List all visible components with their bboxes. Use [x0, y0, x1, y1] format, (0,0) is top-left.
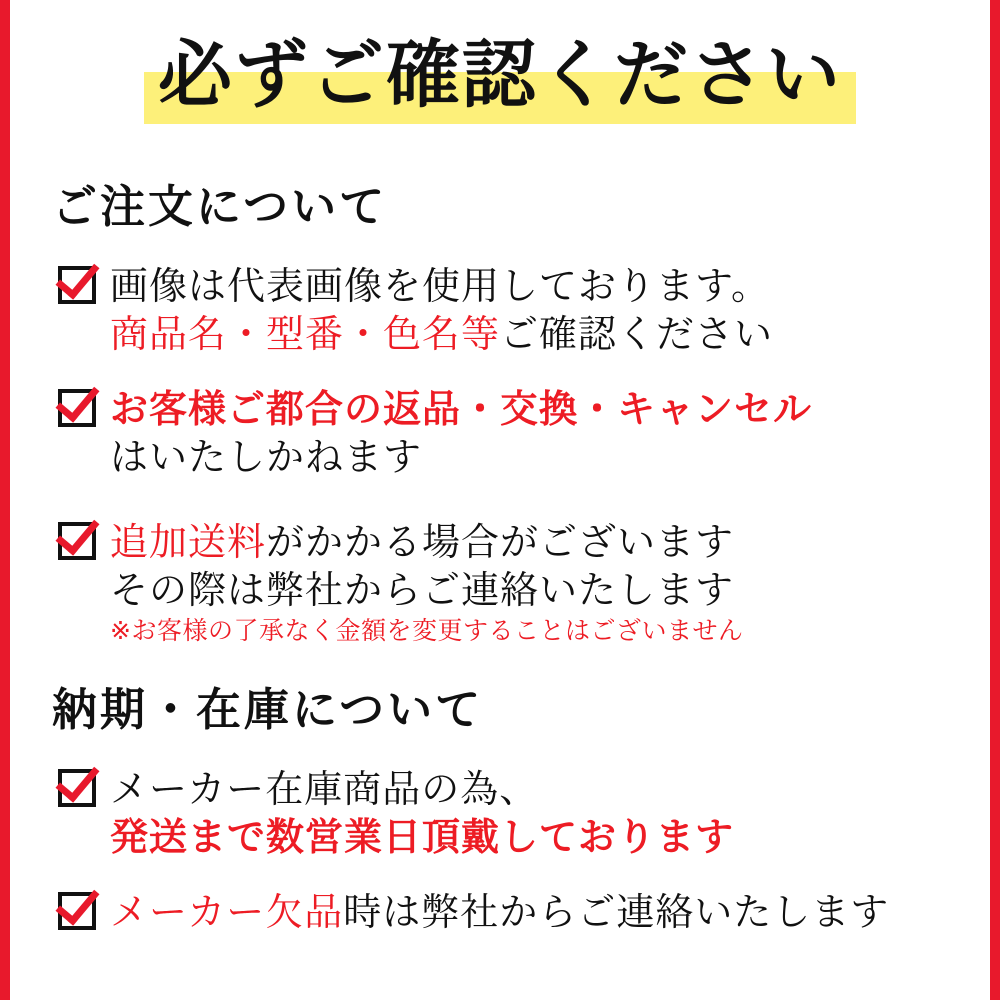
emphasis-text: 追加送料: [110, 520, 267, 564]
list-item: [58, 765, 968, 862]
checkbox-checked-icon: [58, 389, 96, 427]
notice-content: [10, 0, 990, 1000]
list-item-line: メーカー在庫商品の為、: [110, 767, 539, 811]
list-item-text: [110, 385, 968, 482]
list-item: [58, 385, 968, 482]
checkbox-checked-icon: [58, 769, 96, 807]
emphasis-text: メーカー欠品: [110, 890, 344, 934]
list-item-line-suffix: ご確認ください: [500, 312, 774, 357]
list-item-line: [110, 518, 968, 566]
section-heading-order: ご注文について: [52, 180, 388, 233]
list-item-text: [110, 518, 968, 647]
page-title-area: [10, 34, 990, 120]
list-item-line: 画像は代表画像を使用しております。: [110, 264, 770, 308]
list-item-note: ※お客様の了承なく金額を変更することはございません: [110, 615, 744, 645]
list-item: [58, 888, 968, 936]
section-heading-delivery: 納期・在庫について: [52, 683, 484, 736]
list-item-text: [110, 888, 968, 936]
page-title: [144, 34, 856, 120]
list-item-line-suffix: がかかる場合がございます: [266, 520, 735, 564]
list-item-line: [110, 888, 968, 936]
list-item: [58, 262, 968, 359]
list-item-text: [110, 262, 968, 359]
list-item-line-suffix: 時は弊社からご連絡いたします: [343, 890, 890, 934]
list-item-line: 発送まで数営業日頂戴しております: [110, 815, 735, 860]
list-item: [58, 518, 968, 647]
list-item-line: はいたしかねます: [110, 435, 423, 480]
list-item-line: お客様ご都合の返品・交換・キャンセル: [110, 387, 813, 431]
checkbox-checked-icon: [58, 892, 96, 930]
page-title-text: 必ずご確認ください: [158, 32, 842, 118]
checkbox-checked-icon: [58, 266, 96, 304]
checkbox-checked-icon: [58, 522, 96, 560]
list-item-text: [110, 765, 968, 862]
list-item-line: その際は弊社からご連絡いたします: [110, 568, 735, 613]
emphasis-text: 商品名・型番・色名等: [110, 312, 501, 357]
list-item-line: [110, 310, 968, 358]
